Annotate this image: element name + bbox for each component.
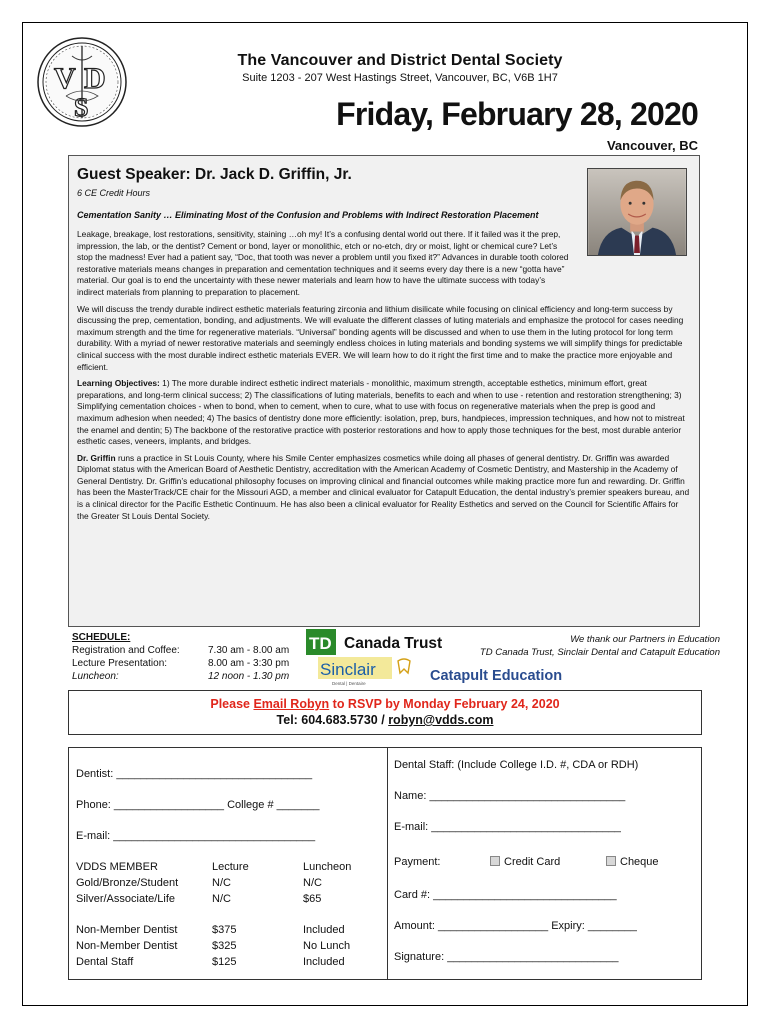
fee-header-lecture: Lecture: [212, 861, 249, 873]
dental-staff-label: Dental Staff: (Include College I.D. #, CDA or RDH): [394, 759, 639, 771]
schedule-row: [72, 657, 312, 670]
signature-field[interactable]: Signature: ____________________________: [394, 951, 619, 963]
fee-row-luncheon: Included: [303, 924, 345, 936]
course-title: Cementation Sanity … Eliminating Most of the Confusion and Problems with Indirect Restoration Placement: [77, 210, 539, 220]
rsvp-pre: Please: [210, 697, 254, 711]
thanks-partners: TD Canada Trust, Sinclair Dental and Catapult Education: [479, 647, 720, 658]
bio-text: runs a practice in St Louis County, where his Smile Center emphasizes cosmetics while doing all phases of general dentistry. Dr. Griffin was awarded Diplomat status with the American Board of Aesthetic Dentistry, accreditation with the American Academy of Cosmetic Dentistry, and Mastership in the Academy of General Dentistry. Dr. Griffin’s educational philosophy focuses on improving clinical and financial outcomes while making practice more fun and rewarding. Dr. Griffin has been the MasterTrack/CE chair for the Missouri AGD, a member and clinical evaluator for Catapult Education, the dental industry’s premier speakers bureau, and is a clinical director for the Pacific Esthetic Continuum. He has also been a clinical evaluator for Reality Esthetics and served on the Council for Scientific Affairs for the Greater St Louis Dental Society.: [77, 452, 690, 521]
objectives-paragraph: [77, 378, 691, 448]
schedule-label: Lecture Presentation:: [72, 658, 168, 669]
schedule-time: 12 noon - 1.30 pm: [208, 671, 290, 682]
fee-row-luncheon: No Lunch: [303, 940, 351, 952]
thanks-line: We thank our Partners in Education: [570, 634, 720, 645]
tooth-icon: [398, 659, 410, 673]
partner-thanks: [480, 633, 720, 659]
sinclair-dental-logo: [318, 655, 414, 687]
org-name: The Vancouver and District Dental Society: [237, 52, 563, 69]
fee-row-label: Dental Staff: [76, 956, 134, 968]
phone-college-field[interactable]: Phone: __________________ College # _______: [76, 799, 320, 811]
fee-row-lecture: N/C: [212, 877, 231, 889]
intro-paragraph: Leakage, breakage, lost restorations, sensitivity, staining …oh my! It’s a confusing dental world out there. If it failed was it the prep, impression, the lab, or the dentist? Cement or bond, layer or monolithic, etch or no-etch, dry or moist, light or chemical cure? Let’s stop the madness! Ever had a patient say, “Doc, that tooth was never a problem until you fixed it?” Advances in durable tooth colored restorative materials means changes in preparation and cementation techniques and it seems every day there is a new “gotta have” material. Our goal is to end the uncertainty with these newer materials and learn how to have the ultimate success with today’s indirect materials from planning to preparation to placement.: [77, 229, 569, 297]
payment-label: Payment:: [394, 856, 441, 868]
catapult-name: Catapult Education: [430, 668, 563, 684]
objectives-text: 1) The more durable indirect esthetic indirect materials - monolithic, maximum strength, acceptable esthetics, minimum effort, great preparations, and long-term clinical success; 2) The classifications of luting materials, benefits to each and when to use - retention and restoration strengthening; 3) Simplifying cementation choices - when to bond, when to cement, when to cure, what to use with focus on regenerative materials when the prep is good and maximum adhesion when needed; 4) The basics of dentistry done more efficiently: isolation, prep, burs, handpieces, impression techniques, and how not to mistreat the enamel and dentin; 5) The backbone of the restorative practice with posterior restorations and how to apply those techniques for the best, most durable anterior esthetic cases, veneers, implants, and bridges.: [77, 378, 685, 447]
bio-name: Dr. Griffin: [77, 452, 116, 463]
rsvp-line: [69, 697, 701, 711]
speaker-name: Guest Speaker: Dr. Jack D. Griffin, Jr.: [77, 166, 352, 183]
schedule-time: 7.30 am - 8.00 am: [208, 645, 290, 656]
credit-card-checkbox[interactable]: [490, 856, 500, 866]
fee-row-luncheon: $65: [303, 893, 322, 905]
svg-text:D: D: [84, 62, 106, 95]
ce-hours: 6 CE Credit Hours: [77, 188, 151, 198]
rsvp-email-link[interactable]: robyn@vdds.com: [388, 713, 494, 727]
staff-email-field[interactable]: E-mail: _______________________________: [394, 821, 621, 833]
fee-row-label: Gold/Bronze/Student: [76, 877, 179, 889]
event-date: Friday, February 28, 2020: [336, 96, 698, 132]
td-name: Canada Trust: [344, 635, 443, 652]
svg-text:S: S: [74, 93, 89, 122]
fee-row-luncheon: N/C: [303, 877, 322, 889]
fee-row-label: Non-Member Dentist: [76, 940, 178, 952]
fee-header-luncheon: Luncheon: [303, 861, 352, 873]
speaker-photo: [587, 168, 687, 256]
staff-name-field[interactable]: Name: ________________________________: [394, 790, 626, 802]
dentist-email-field[interactable]: E-mail: _________________________________: [76, 830, 316, 842]
rsvp-contact: [69, 713, 701, 727]
fee-row-label: Non-Member Dentist: [76, 924, 178, 936]
td-mark: TD: [309, 634, 332, 653]
speaker-section: [68, 155, 700, 627]
sinclair-tag: Dental | Dentaire: [332, 681, 366, 686]
cheque-checkbox[interactable]: [606, 856, 616, 866]
cheque-option[interactable]: [606, 856, 659, 868]
schedule-row: [72, 670, 312, 683]
fee-header-member: VDDS MEMBER: [76, 861, 158, 873]
schedule-label: Registration and Coffee:: [72, 645, 180, 656]
schedule: [72, 631, 312, 683]
td-canada-trust-logo: [306, 628, 456, 656]
registration-form: [68, 747, 702, 980]
fee-row-label: Silver/Associate/Life: [76, 893, 176, 905]
schedule-time: 8.00 am - 3:30 pm: [208, 658, 290, 669]
event-city: Vancouver, BC: [606, 138, 698, 153]
credit-card-option[interactable]: [490, 856, 560, 868]
schedule-row: [72, 644, 312, 657]
schedule-heading: SCHEDULE:: [72, 632, 131, 643]
dentist-field[interactable]: Dentist: ________________________________: [76, 768, 313, 780]
description-paragraph: We will discuss the trendy durable indirect esthetic materials featuring zirconia and lithium disilicate while focusing on clinical efficiency and long-term success by discussing the prep, cementation, bonding, and adjustments. We will evaluate the different classes of luting materials and emphasize the protocol for cases needing maximum strength and the time for regenerative materials. “Universal” bonding agents will be discussed and when to use them in the luting protocol for long term durability. With a myriad of newer restorative materials and seemingly endless choices in luting materials and bonding systems we will simplify things for predictable clinical success with the most durable indirect esthetic materials EVER. We will learn how to do it right the first time and to make the practice more enjoyable and efficient.: [77, 303, 684, 372]
email-robyn-link[interactable]: Email Robyn: [253, 697, 330, 711]
fee-row-luncheon: Included: [303, 956, 345, 968]
fee-row-lecture: $375: [212, 924, 237, 936]
rsvp-deadline: to RSVP by Monday February 24, 2020: [329, 697, 560, 711]
fee-row-lecture: N/C: [212, 893, 231, 905]
objectives-label: Learning Objectives:: [77, 378, 160, 389]
card-number-field[interactable]: Card #: ______________________________: [394, 889, 617, 901]
org-address: Suite 1203 - 207 West Hastings Street, Vancouver, BC, V6B 1H7: [242, 72, 558, 84]
rsvp-phone: Tel: 604.683.5730 /: [276, 713, 389, 727]
form-divider: [387, 748, 388, 979]
fee-row-lecture: $325: [212, 940, 237, 952]
fee-row-lecture: $125: [212, 956, 237, 968]
rsvp-box: [68, 690, 702, 735]
schedule-label: Luncheon:: [72, 671, 119, 682]
svg-text:V: V: [54, 62, 76, 95]
cheque-label: Cheque: [620, 856, 659, 868]
credit-card-label: Credit Card: [504, 856, 561, 868]
sinclair-name: Sinclair: [320, 660, 376, 679]
amount-expiry-field[interactable]: Amount: __________________ Expiry: ________: [394, 920, 637, 932]
bio-paragraph: [77, 453, 691, 523]
catapult-education-logo: [428, 664, 578, 686]
